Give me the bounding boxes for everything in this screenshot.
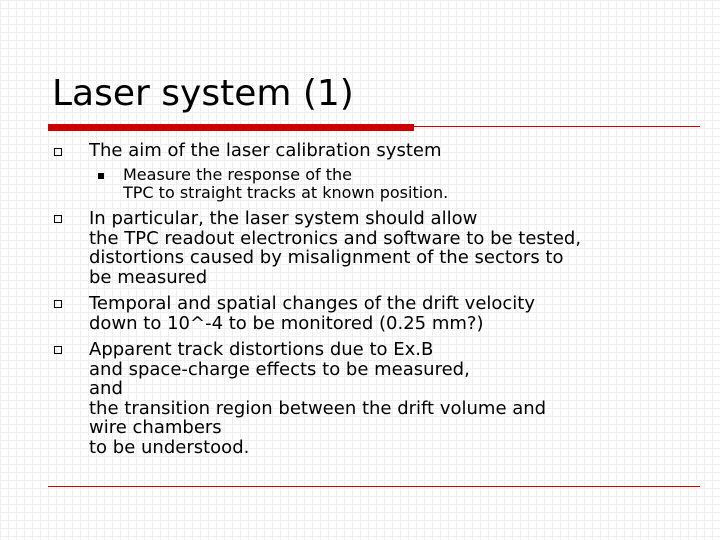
bullet-apparent: Apparent track distortions due to Ex.B and space-charge effects to be measured, and the transition region between the drift volume and wire chambers to be understood. [89,339,547,458]
title-accent-bar [48,124,414,131]
bullet-temporal: Temporal and spatial changes of the drift velocity down to 10^-4 to be monitored (0.25 mm?) [89,293,536,334]
hollow-square-bullet-icon [54,346,62,354]
slide-title: Laser system (1) [52,73,354,114]
hollow-square-bullet-icon [54,215,62,223]
footer-rule [48,486,700,487]
bullet-aim: The aim of the laser calibration system [89,140,442,161]
sub-bullet-measure: Measure the response of the TPC to straight tracks at known position. [123,165,449,202]
filled-square-bullet-icon [98,173,104,179]
hollow-square-bullet-icon [54,148,62,156]
bullet-in-particular: In particular, the laser system should allow the TPC readout electronics and software to be tested, distortions caused by misalignment of the sectors to be measured [89,208,582,288]
hollow-square-bullet-icon [54,300,62,308]
